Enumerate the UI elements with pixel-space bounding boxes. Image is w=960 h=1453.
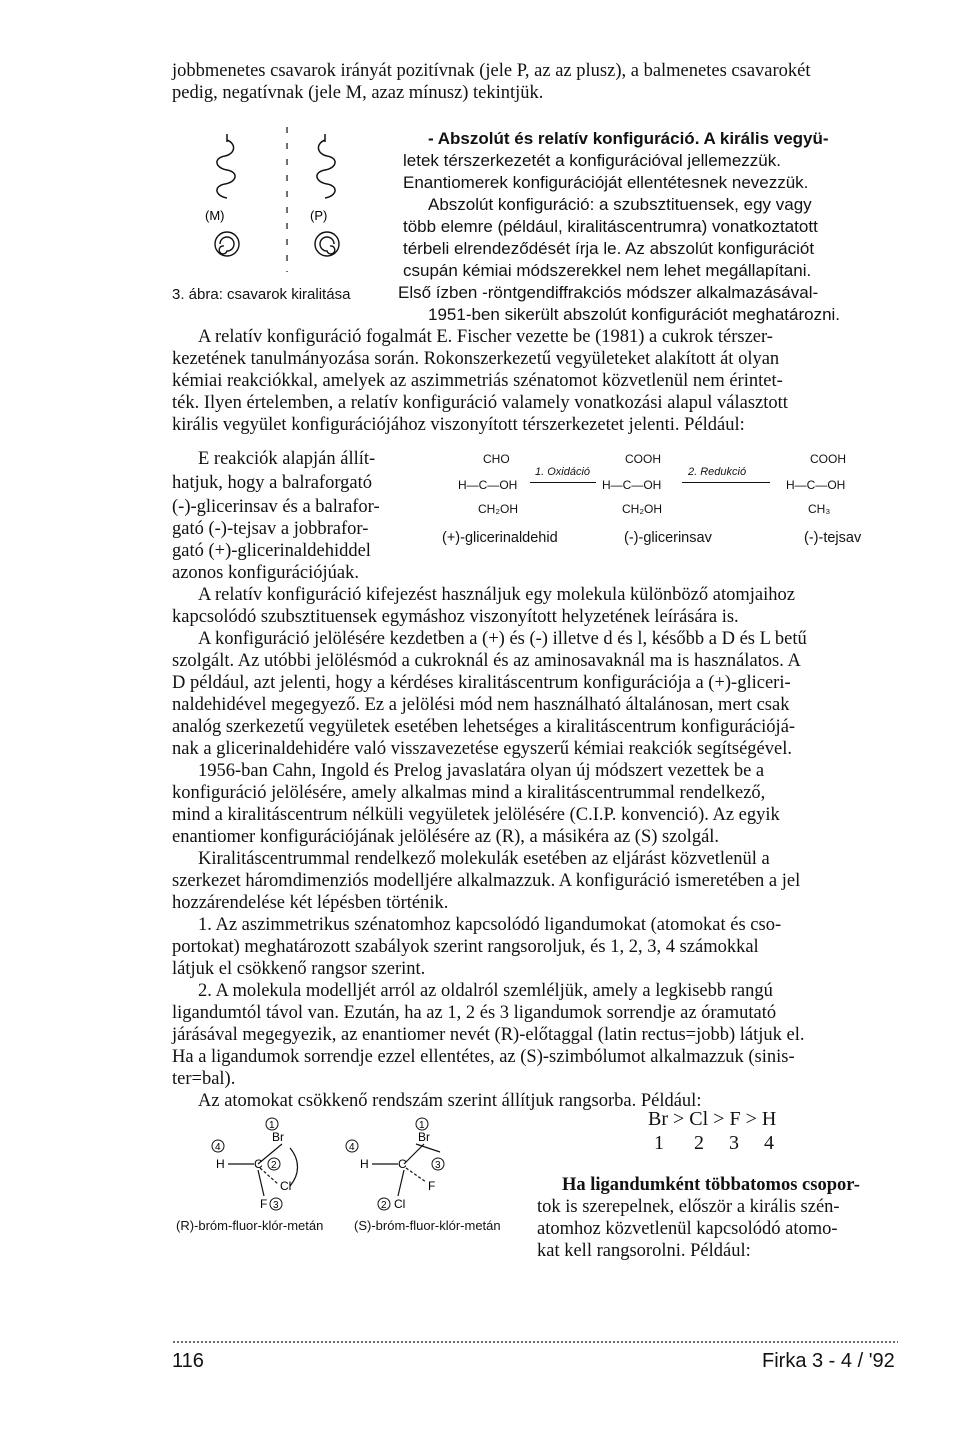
ch3-label: CH₃: [808, 502, 831, 516]
rank-1-s: 1: [419, 1120, 425, 1131]
absolute-line-9: 1951-ben sikerült abszolút konfigurációt meghatározni.: [428, 305, 841, 324]
hcoh-2: H—C—OH: [602, 478, 662, 492]
multi-line-1: Ha ligandumként többatomos csopor-: [562, 1175, 860, 1195]
label-p: (P): [310, 208, 328, 223]
page-number: 116: [172, 1350, 204, 1372]
relative-line-2: kezetének tanulmányozása során. Rokonszerkezetű vegyületeket alakított át olyan: [172, 349, 780, 369]
cip-line-1: 1956-ban Cahn, Ingold és Prelog javaslatára olyan új módszert vezettek be a: [198, 761, 765, 781]
absolute-line-7: csupán kémiai módszerekkel nem lehet megállapítani.: [403, 261, 812, 280]
cl-r: Cl: [280, 1179, 292, 1193]
reaction-text-6: azonos konfigurációjúak.: [172, 563, 359, 583]
notation-line-1: A relatív konfiguráció kifejezést használjuk egy molekula különböző atomjaihoz: [198, 585, 795, 605]
name-r-molecule: (R)-bróm-fluor-klór-metán: [176, 1218, 324, 1233]
step2-line-6: Az atomokat csökkenő rendszám szerint állítjuk rangsorba. Például:: [198, 1091, 702, 1111]
f-s: F: [428, 1179, 436, 1193]
notation-line-4: szolgált. Az utóbbi jelölésmód a cukroknál és az aminosavaknál ma is használatos. A: [172, 651, 801, 671]
absolute-line-6: térbeli elrendeződését írja le. Az abszolút konfigurációt: [403, 239, 815, 258]
label-m: (M): [205, 208, 225, 223]
hcoh-3: H—C—OH: [786, 478, 846, 492]
journal-issue: Firka 3 - 4 / '92: [762, 1350, 895, 1372]
br-r: Br: [272, 1130, 284, 1144]
step1-line-2: portokat) meghatározott szabályok szerint rangsoroljuk, és 1, 2, 3, 4 számokkal: [172, 937, 759, 957]
hcoh-1: H—C—OH: [458, 478, 518, 492]
arrow-1: [530, 482, 596, 483]
left-helix-icon: [217, 134, 235, 198]
relative-line-4: ték. Ilyen értelemben, a relatív konfiguráció valamely vonatkozási alapul választott: [172, 393, 788, 413]
rank-line: Br > Cl > F > H: [648, 1108, 777, 1130]
footer-dotted-rule: [172, 1340, 898, 1345]
c-r: C: [254, 1157, 263, 1171]
notation-line-8: nak a glicerinaldehidére való visszavezetése egyszerű kémiai reakciók segítségével.: [172, 739, 792, 759]
absolute-line-2: letek térszerkezetét a konfigurációval jellemezzük.: [403, 151, 781, 170]
cooh-1: COOH: [625, 452, 661, 466]
notation-line-5: D például, azt jelenti, hogy a kérdéses kiralitáscentrum konfigurációja a (+)-gliceri-: [172, 673, 791, 693]
figure-3-caption: 3. ábra: csavarok kiralitása: [172, 286, 351, 303]
h-s: H: [360, 1157, 369, 1171]
intro-line-2: pedig, negatívnak (jele M, azaz mínusz) tekintjük.: [172, 83, 544, 103]
right-spiral-icon: [315, 232, 339, 256]
name-tejsav: (-)-tejsav: [804, 530, 862, 546]
rank-2-r: 2: [271, 1160, 277, 1171]
step2-line-5: ter=bal).: [172, 1069, 236, 1089]
absolute-line-8: Első ízben -röntgendiffrakciós módszer alkalmazásával-: [398, 283, 819, 302]
step-2-label: 2. Redukció: [688, 466, 747, 478]
rs-molecules-figure: [172, 1108, 542, 1218]
cip-line-4: enantiomer konfigurációjának jelölésére az (R), a másikéra az (S) szolgál.: [172, 827, 720, 847]
br-s: Br: [418, 1130, 430, 1144]
step2-line-1: 2. A molekula modelljét arról az oldalról szemléljük, amely a legkisebb rangú: [198, 981, 773, 1001]
notation-line-3: A konfiguráció jelölésére kezdetben a (+) és (-) illetve d és l, később a D és L betű: [198, 629, 807, 649]
left-spiral-icon: [215, 232, 239, 256]
procedure-line-1: Kiralitáscentrummal rendelkező molekulák esetében az eljárást közvetlenül a: [198, 849, 770, 869]
cl-s: Cl: [394, 1197, 406, 1211]
rank-4-r: 4: [215, 1142, 221, 1153]
h-r: H: [216, 1157, 225, 1171]
rank-2-s: 2: [381, 1200, 387, 1211]
step1-line-1: 1. Az aszimmetrikus szénatomhoz kapcsolódó ligandumokat (atomokat és cso-: [198, 915, 782, 935]
rank-3-r: 3: [273, 1200, 279, 1211]
rank-1-r: 1: [269, 1120, 275, 1131]
f-r: F: [260, 1197, 268, 1211]
ch2oh-1: CH₂OH: [478, 502, 518, 516]
arrow-2: [682, 482, 770, 483]
absolute-line-5: több elemre (például, kiralitáscentrumra) vonatkoztatott: [403, 217, 818, 236]
notation-line-2: kapcsolódó szubsztituensek egymáshoz viszonyított helyzetének leírására is.: [172, 607, 739, 627]
absolute-line-3: Enantiomerek konfigurációját ellentétesnek nevezzük.: [403, 173, 809, 192]
notation-line-7: analóg szerkezetű vegyületek esetében lehetséges a kiralitáscentrum konfigurációjá-: [172, 717, 796, 737]
cho-label: CHO: [483, 452, 510, 466]
figure-3-helices: [175, 112, 405, 282]
relative-line-3: kémiai reakciókkal, amelyek az aszimmetriás szénatomot közvetlenül nem érintet-: [172, 371, 783, 391]
multi-line-4: kat kell rangsorolni. Például:: [537, 1241, 751, 1261]
step2-line-3: járásával megegyezik, az enantiomer nevét (R)-előtaggal (latin rectus=jobb) látjuk el.: [172, 1025, 805, 1045]
cooh-2: COOH: [810, 452, 846, 466]
multi-line-3: atomhoz közvetlenül kapcsolódó atomo-: [537, 1219, 838, 1239]
name-glicerinaldehid: (+)-glicerinaldehid: [442, 530, 558, 546]
intro-line-1: jobbmenetes csavarok irányát pozitívnak (jele P, az az plusz), a balmenetes csavarokét: [172, 61, 811, 81]
name-s-molecule: (S)-bróm-fluor-klór-metán: [354, 1218, 501, 1233]
cip-line-2: konfiguráció jelölésére, amely alkalmas mind a kiralitáscentrummal rendelkező,: [172, 783, 766, 803]
notation-line-6: naldehidével megegyező. Ez a jelölési mód nem használható általánosan, mert csak: [172, 695, 790, 715]
relative-line-1: A relatív konfiguráció fogalmát E. Fischer vezette be (1981) a cukrok térszer-: [198, 327, 773, 347]
name-glicerinsav: (-)-glicerinsav: [624, 530, 712, 546]
reaction-text-2: hatjuk, hogy a balraforgató: [172, 473, 373, 493]
rank-4-s: 4: [349, 1142, 355, 1153]
step2-line-4: Ha a ligandumok sorrendje ezzel ellentétes, az (S)-szimbólumot alkalmazzuk (sinis-: [172, 1047, 795, 1067]
absolute-line-1: - Abszolút és relatív konfiguráció. A királis vegyü-: [428, 129, 829, 148]
step1-line-3: látjuk el csökkenő rangsor szerint.: [172, 959, 426, 979]
absolute-line-4: Abszolút konfiguráció: a szubsztituensek, egy vagy: [428, 195, 812, 214]
procedure-line-3: hozzárendelése két lépésben történik.: [172, 893, 449, 913]
c-s: C: [398, 1157, 407, 1171]
reaction-text-1: E reakciók alapján állít-: [198, 449, 376, 469]
reaction-text-5: gató (+)-glicerinaldehiddel: [172, 541, 371, 561]
cip-line-3: mind a kiralitáscentrum nélküli vegyületek jelölésére (C.I.P. konvenció). Az egyik: [172, 805, 780, 825]
reaction-text-4: gató (-)-tejsav a jobbrafor-: [172, 519, 369, 539]
multi-line-2: tok is szerepelnek, először a királis szén-: [537, 1197, 840, 1217]
step2-line-2: ligandumtól távol van. Ezután, ha az 1, 2 és 3 ligandumok sorrendje az óramutató: [172, 1003, 777, 1023]
step-1-label: 1. Oxidáció: [535, 466, 591, 478]
rank-numbers: 1 2 3 4: [654, 1132, 774, 1154]
ch2oh-2: CH₂OH: [622, 502, 662, 516]
relative-line-5: királis vegyület konfigurációjához viszonyított térszerkezetet jelenti. Például:: [172, 415, 745, 435]
rank-3-s: 3: [435, 1160, 441, 1171]
right-helix-icon: [317, 134, 335, 198]
procedure-line-2: szerkezet háromdimenziós modelljére alkalmazzuk. A konfiguráció ismeretében a jel: [172, 871, 801, 891]
reaction-text-3: (-)-glicerinsav és a balrafor-: [172, 497, 380, 517]
